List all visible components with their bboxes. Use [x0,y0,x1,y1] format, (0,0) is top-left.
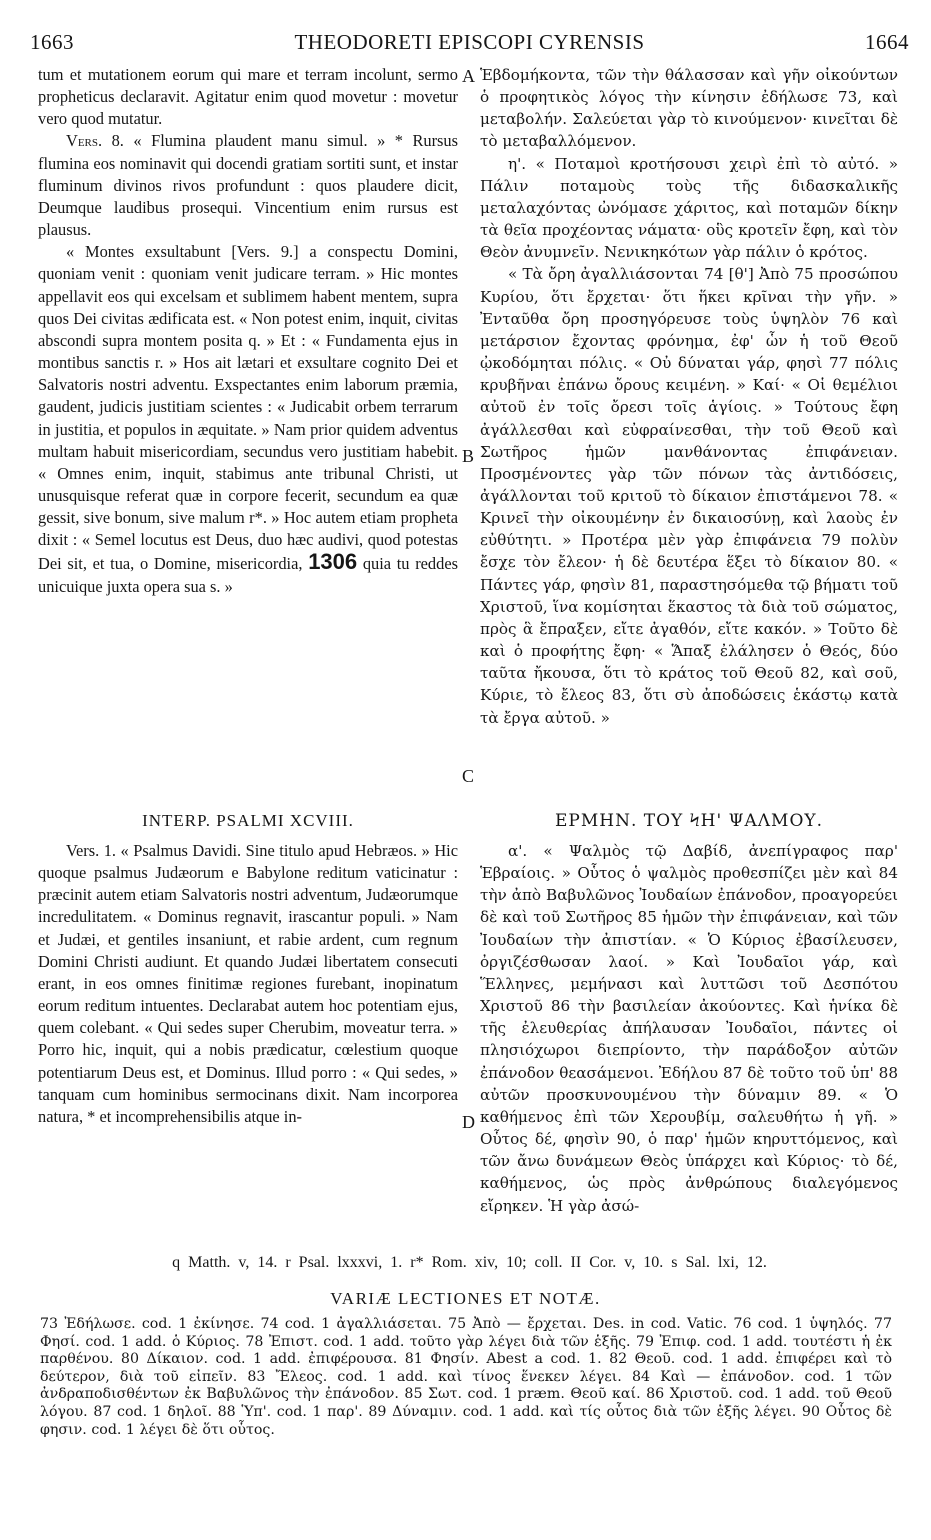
latin-paragraph-3 [38,241,458,598]
greek-column-lower [480,840,898,1217]
greek-section-heading: ΕΡΜΗΝ. ΤΟΥ ϞΗ' ΨΑΛΜΟΥ. [554,811,824,831]
page-header [30,30,909,58]
greek-paragraph-3: « Τὰ ὄρη ἀγαλλιάσονται 74 [θ'] Ἀπὸ 75 προσώπου Κυρίου, ὅτι ἔρχεται· ὅτι ἥκει κρῖναι τὴν γῆν. » Ἐνταῦθα ὄρη προσηγόρευσε τοὺς ὑψηλὸν 76 καὶ μετάρσιον ἔχοντας φρόνημα, ἐφ' ὧν ἡ τοῦ Θεοῦ ᾠκοδόμηται πόλις. « Οὐ δύναται γάρ, φησὶ 77 πόλις κρυβῆναι ἐπάνω ὄρους κειμένη. » Καί· « Οἱ θεμέλιοι αὐτοῦ ἐν τοῖς ὄρεσι τοῖς ἁγίοις. » Τούτους ἔφη ἀγάλλεσθαι καὶ εὐφραίνεσθαι, τὴν τοῦ Θεοῦ καὶ Σωτῆρος ἡμῶν μανθάνοντας ἐπιφάνειαν. Προσμένοντες γὰρ τῶν πόνων τὰς ἀντιδόσεις, ἀγάλλονται τοῦ κριτοῦ τὸ δίκαιον ἐπιστάμενοι 78. « Κρινεῖ τὴν οἰκουμένην ἐν δικαιοσύνῃ, καὶ λαοὺς ἐν εὐθύτητι. » Προτέρα μὲν γὰρ ἐπιφάνεια 79 πολὺν ἔσχε τὸν ἔλεον· ἡ δὲ δευτέρα ἕξει τὸ δίκαιον 80. « Πάντες γάρ, φησὶν 81, παραστησόμεθα τῷ βήματι τοῦ Χριστοῦ, ἵνα κομίσηται ἕκαστος τὰ διὰ τοῦ σώματος, πρὸς ἃ ἔπραξεν, εἴτε ἀγαθόν, εἴτε κακόν. » Τοῦτο δὲ καὶ ὁ προφήτης ἔφη· « Ἅπαξ ἐλάλησεν ὁ Θεός, δύο ταῦτα ἤκουσα, ὅτι τὸ κράτος τοῦ Θεοῦ 82, καὶ σοῦ, Κύριε, τὸ ἔλεος 83, ὅτι σὺ ἀποδώσεις ἑκάστῳ κατὰ τὰ ἔργα αὐτοῦ. » [480,265,898,727]
latin-paragraph-1: tum et mutationem eorum qui mare et terram incolunt, sermo propheticus declaravit. Agitatur enim quod movetur : movetur vero quod mutatur. [38,65,458,129]
page-number-right: 1664 [865,30,909,54]
scripture-references: q Matth. v, 14. r Psal. lxxxvi, 1. r* Rom. xiv, 10; coll. II Cor. v, 10. s Sal. lxi, 12. [172,1254,767,1271]
greek-column-upper [480,64,898,729]
variant-readings: 73 Ἐδήλωσε. cod. 1 ἐκίνησε. 74 cod. 1 ἀγαλλιάσεται. 75 Ἀπὸ — ἔρχεται. Des. in cod. Vatic. 76 cod. 1 ὑψηλός. 77 Φησί. cod. 1 add. ὁ Κύριος. 78 Ἐπιστ. cod. 1 add. τοῦτο γὰρ λέγει διὰ τῶν ἑξῆς. 79 Ἐπιφ. cod. 1 add. τουτέστι ἡ ἐκ παρθένου. 80 Δίκαιον. cod. 1 add. ἐπιφέρουσα. 81 Φησίν. Abest a cod. 1. 82 Θεοῦ. cod. 1 add. ἐπιφέρει καὶ τὸ δεύτερον, διὰ τοῦ εἰπεῖν. 83 Ἔλεος. cod. 1 add. καὶ τίνος ἕνεκεν λέγει. 84 Καὶ — ἐπάνοδον. cod. 1 τῶν ἀνδραποδισθέντων ἐκ Βαβυλῶνος τὴν ἐπάνοδον. 85 Σωτ. cod. 1 præm. Θεοῦ καί. 86 Χριστοῦ. cod. 1 add. τοῦ Θεοῦ λόγου. 87 cod. 1 δηλοῖ. 88 Ὑπ'. cod. 1 παρ'. 89 Δύναμιν. cod. 1 add. καὶ τίς οὗτος διὰ τῶν ἑξῆς λέγει. 90 Οὗτος δὲ φησιν. cod. 1 λέγει δὲ ὅτι οὗτος. [40,1316,892,1438]
margin-letter-b: B [462,446,475,466]
latin-paragraph-2-text: « Flumina plaudent manu simul. » * Rursus flumina eos nominavit qui docendi gratiam sortiti sunt, et instar fluminum divinos rivos profundunt : quos plaudere dicit, Deumque laudibus prosequi. Vincentium enim rursus est plausus. [38,131,459,240]
latin-section-heading: INTERP. PSALMI XCVIII. [142,811,354,830]
greek-paragraph-1: Ἑβδομήκοντα, τῶν τὴν θάλασσαν καὶ γῆν οἰκούντων ὁ προφητικὸς λόγος τὴν κίνησιν ἐδήλωσε 73, καὶ μεταβολήν. Σαλεύεται γὰρ τὸ κινούμενον· κινεῖται δὲ τὸ μεταβαλλόμενον. [480,66,898,151]
verse-marker: Vers. 8. [66,131,124,151]
running-title: THEODORETI EPISCOPI CYRENSIS [294,30,645,54]
greek-paragraph-4: α'. « Ψαλμὸς τῷ Δαβίδ, ἀνεπίγραφος παρ' Ἑβραίοις. » Οὗτος ὁ ψαλμὸς προθεσπίζει μὲν καὶ 84 τὴν ἀπὸ Βαβυλῶνος Ἰουδαίων ἐπάνοδον, προαγορεύει δὲ καὶ τοῦ Σωτῆρος 85 ἡμῶν τὴν ἐπιφάνειαν, καὶ τῶν Ἰουδαίων τὴν ἀπιστίαν. « Ὁ Κύριος ἐβασίλευσεν, ὀργιζέσθωσαν λαοί. » Καὶ Ἰουδαῖοι γάρ, καὶ Ἕλληνες, μεμήνασι καὶ λυττῶσι τοῦ Δεσπότου Χριστοῦ 86 τὴν βασιλείαν ἀκούοντες. Καὶ ἡνίκα δὲ τῆς ἐλευθερίας ἀπήλαυσαν Ἰουδαῖοι, πάντες οἱ πλησιόχωροι διεπρίοντο, τὴν παράδοξον αὐτῶν ἐπάνοδον θεασάμενοι. Ἐδήλου 87 δὲ τοῦτο τοῦ ὑπ' 88 αὐτῶν προσκυνουμένου τὴν δύναμιν 89. « Ὁ καθήμενος ἐπὶ τῶν Χερουβίμ, σαλευθήτω ἡ γῆ. » Οὗτος δέ, φησὶν 90, ὁ παρ' ἡμῶν κηρυττόμενος, καὶ τῶν ἄνω δυνάμεων Θεὸς ὑπάρχει καὶ Κύριος· τὸ δέ, καθήμενος, ὡς πρὸς ἀνθρώπους διαλεγόμενος εἴρηκεν. Ἡ γὰρ ἀσώ- [480,842,898,1215]
latin-paragraph-4: Vers. 1. « Psalmus Davidi. Sine titulo apud Hebræos. » Hic quoque psalmus Judæorum e Babylone reditum vaticinatur : præcinit autem etiam Salvatoris nostri adventum, Judæorumque incredulitatem. « Dominus regnavit, irascantur populi. » Nam et Judæi, et gentiles insaniunt, et rabie ardent, cum regnum Domini Christi audiunt. Et quando Judæi libertatem consecuti erant, in eos omnes finitimæ regiones furebant, inopinatum eorum reditum intuentes. Declarabat autem hoc potentiam ejus, quem colebant. « Qui sedes super Cherubim, moveatur terra. » Porro hic, inquit, qui a nobis prædicatur, cœlestium quoque potentiarum Deus est, et Dominus. Illud porro : « Qui sedes, » tanquam cum hominibus sermocinans dixit. Nam incorporea natura, * et incomprehensibilis atque in- [38,841,458,1126]
margin-letter-d: D [462,1112,475,1132]
notes-heading: VARIÆ LECTIONES ET NOTÆ. [330,1289,601,1308]
greek-paragraph-2: η'. « Ποταμοὶ κροτήσουσι χειρὶ ἐπὶ τὸ αὐτό. » Πάλιν ποταμοὺς τοὺς τῆς διδασκαλικῆς μεταλαχόντας ὠνόμασε χάριτος, καὶ ποταμῶν δίκην τὰ θεῖα προχέοντας νάματα· οὓς κροτεῖν ἔφη, καὶ τὸν Θεὸν ἀνυμνεῖν. Νενικηκότων γὰρ πάλιν ὁ κρότος. [480,154,898,262]
margin-letter-a: A [462,66,475,86]
latin-column-upper [38,64,458,598]
latin-paragraph-3-text: « Montes exsultabunt [Vers. 9.] a conspectu Domini, quoniam venit : quoniam venit judicare terram. » Hic montes appellavit eos qui excelsam et sublimem habent mentem, supra quos Dei civitas ædificata est. « Non potest enim, inquit, civitas abscondi supra montem posita q. » Et : « Fundamenta ejus in montibus sanctis r. » Hos ait lætari et exsultare cognito Dei et Salvatoris nostri adventu. Exspectantes enim laborum præmia, gaudent, judicis justitiam scientes : « Judicabit orbem terrarum in justitia, et populos in æquitate. » Nam prior quidem adventus multam habuit misericordiam, secundus vero justitiam habebit. « Omnes enim, inquit, stabimus ante tribunal Christi, ut unusquisque referat quæ in corpore fecerit, secundum ea quæ gessit, sive bonum, sive malum r*. » Hoc autem etiam propheta dixit : « Semel locutus est Deus, duo hæc audivi, quod potestas Dei sit, et tua, o Domine, misericordia, [38,242,458,574]
column-number: 1306 [308,549,358,575]
latin-paragraph-2 [38,130,458,241]
latin-paragraph-3-end: quia tu reddes unicuique juxta opera sua s. » [38,554,458,596]
margin-letter-c: C [462,766,475,786]
page-number-left: 1663 [30,30,74,54]
latin-column-lower [38,840,458,1128]
